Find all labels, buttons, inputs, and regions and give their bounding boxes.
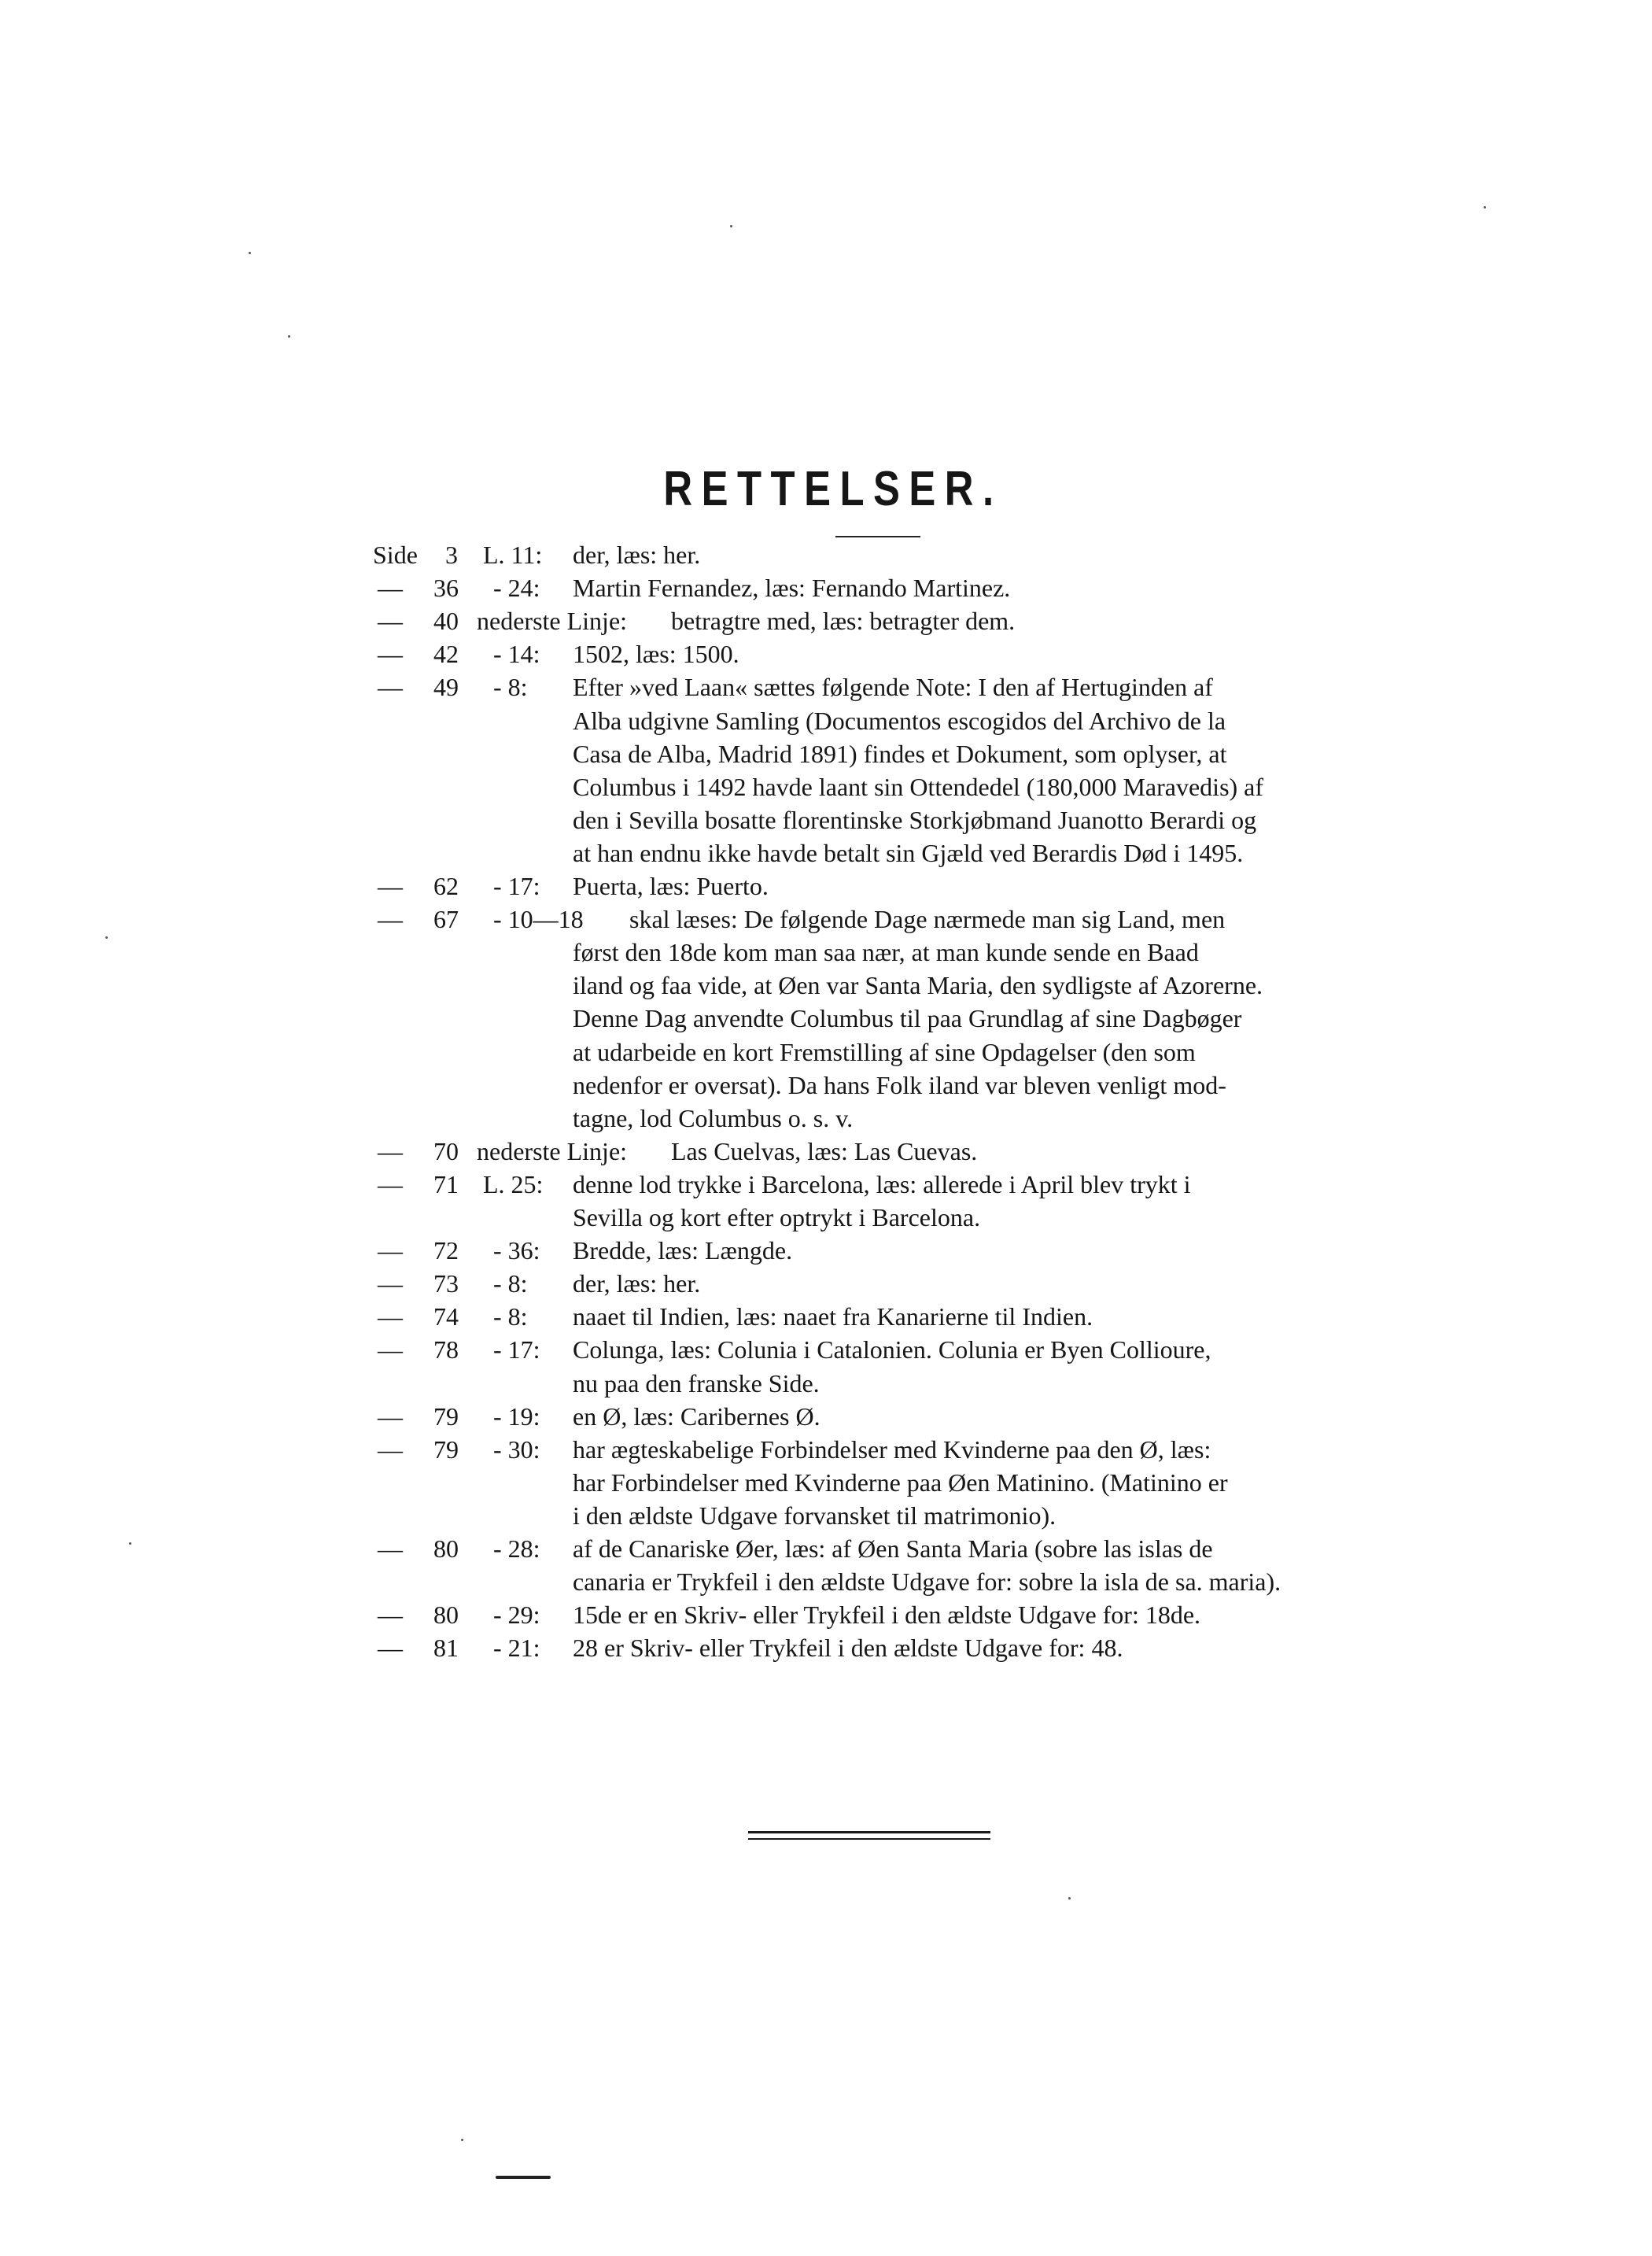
paper-speck xyxy=(105,936,108,939)
correction-text: denne lod trykke i Barcelona, læs: allerede i April blev trykt i xyxy=(573,1169,1191,1198)
correction-continuation: først den 18de kom man saa nær, at man kunde sende en Baad xyxy=(573,938,1199,967)
page-number: 74 xyxy=(433,1302,459,1331)
paper-speck xyxy=(730,225,732,227)
page-number: 73 xyxy=(433,1269,459,1298)
entry-prefix: — xyxy=(378,1136,403,1165)
page-number: 42 xyxy=(433,640,459,669)
entry-prefix: — xyxy=(378,1401,403,1431)
page-number: 70 xyxy=(433,1136,459,1165)
correction-text: Bredde, læs: Længde. xyxy=(573,1236,793,1265)
correction-text: en Ø, læs: Caribernes Ø. xyxy=(573,1401,820,1431)
line-reference: L. 11: xyxy=(483,541,543,569)
entry-prefix: — xyxy=(378,872,403,900)
correction-text: har ægteskabelige Forbindelser med Kvinderne paa den Ø, læs: xyxy=(573,1434,1211,1464)
page-number: 49 xyxy=(433,673,459,702)
page-number: 72 xyxy=(433,1236,459,1265)
entry-prefix: — xyxy=(378,574,403,603)
line-reference: - 19: xyxy=(493,1401,540,1431)
line-reference: - 17: xyxy=(493,872,540,900)
paper-speck xyxy=(288,335,290,338)
line-reference: - 8: xyxy=(493,1269,528,1298)
paper-speck xyxy=(129,1542,131,1545)
entry-prefix: — xyxy=(378,1534,403,1563)
entry-prefix: — xyxy=(378,607,403,636)
line-reference: - 8: xyxy=(493,673,528,702)
end-rule xyxy=(748,1831,990,1833)
line-reference: - 10—18 xyxy=(493,905,584,934)
correction-text: af de Canariske Øer, læs: af Øen Santa Maria (sobre las islas de xyxy=(573,1534,1213,1563)
correction-text: Las Cuelvas, læs: Las Cuevas. xyxy=(671,1136,978,1165)
correction-continuation: Sevilla og kort efter optrykt i Barcelona. xyxy=(573,1203,981,1231)
line-reference: - 17: xyxy=(493,1335,540,1364)
entry-prefix: — xyxy=(378,1434,403,1464)
line-reference: - 8: xyxy=(493,1302,528,1331)
correction-text: der, læs: her. xyxy=(573,1269,701,1298)
line-reference: - 21: xyxy=(493,1634,540,1663)
line-reference: nederste Linje: xyxy=(477,607,628,636)
correction-text: betragtre med, læs: betragter dem. xyxy=(671,607,1016,636)
page-number: 80 xyxy=(433,1601,459,1630)
line-reference: - 28: xyxy=(493,1534,540,1563)
page-number: 78 xyxy=(433,1335,459,1364)
correction-continuation: Alba udgivne Samling (Documentos escogidos del Archivo de la xyxy=(573,706,1226,735)
entry-prefix: — xyxy=(378,1236,403,1265)
correction-text: 1502, læs: 1500. xyxy=(573,640,739,669)
correction-text: Efter »ved Laan« sættes følgende Note: I den af Hertuginden af xyxy=(573,673,1213,702)
correction-text: der, læs: her. xyxy=(573,541,701,569)
page-title: RETTELSER. xyxy=(663,462,1003,516)
entry-prefix: — xyxy=(378,1302,403,1331)
line-reference: - 24: xyxy=(493,574,540,603)
entry-prefix: — xyxy=(378,1601,403,1630)
entry-prefix: — xyxy=(378,1634,403,1663)
page-number: 71 xyxy=(433,1169,459,1198)
line-reference: - 30: xyxy=(493,1434,540,1464)
correction-continuation: Casa de Alba, Madrid 1891) findes et Dokument, som oplyser, at xyxy=(573,739,1227,768)
correction-continuation: canaria er Trykfeil i den ældste Udgave for: sobre la isla de sa. maria). xyxy=(573,1567,1281,1597)
correction-text: Martin Fernandez, læs: Fernando Martinez. xyxy=(573,574,1011,603)
entry-prefix: — xyxy=(378,640,403,669)
paper-speck xyxy=(249,252,251,254)
entry-prefix: Side xyxy=(373,541,418,569)
correction-continuation: iland og faa vide, at Øen var Santa Maria, den sydligste af Azorerne. xyxy=(573,971,1263,1000)
end-rule xyxy=(748,1838,990,1840)
paper-speck xyxy=(1484,206,1486,209)
entry-prefix: — xyxy=(378,1169,403,1198)
correction-continuation: den i Sevilla bosatte florentinske Storkjøbmand Juanotto Berardi og xyxy=(573,805,1257,834)
page-number: 3 xyxy=(445,541,458,569)
correction-text: Puerta, læs: Puerto. xyxy=(573,872,769,900)
correction-continuation: har Forbindelser med Kvinderne paa Øen Matinino. (Matinino er xyxy=(573,1468,1228,1497)
page-number: 79 xyxy=(433,1434,459,1464)
line-reference: nederste Linje: xyxy=(477,1136,628,1165)
entry-prefix: — xyxy=(378,1335,403,1364)
page-number: 80 xyxy=(433,1534,459,1563)
correction-continuation: nu paa den franske Side. xyxy=(573,1368,820,1398)
correction-text: naaet til Indien, læs: naaet fra Kanarierne til Indien. xyxy=(573,1302,1093,1331)
correction-continuation: at han endnu ikke havde betalt sin Gjæld ved Berardis Død i 1495. xyxy=(573,838,1244,867)
line-reference: L. 25: xyxy=(483,1169,544,1198)
correction-text: 28 er Skriv- eller Trykfeil i den ældste Udgave for: 48. xyxy=(573,1634,1123,1663)
entry-prefix: — xyxy=(378,1269,403,1298)
line-reference: - 14: xyxy=(493,640,540,669)
paper-speck xyxy=(461,2139,463,2141)
entry-prefix: — xyxy=(378,905,403,934)
page-number: 40 xyxy=(433,607,459,636)
line-reference: - 29: xyxy=(493,1601,540,1630)
correction-continuation: Denne Dag anvendte Columbus til paa Grundlag af sine Dagbøger xyxy=(573,1004,1242,1033)
correction-text: 15de er en Skriv- eller Trykfeil i den ældste Udgave for: 18de. xyxy=(573,1601,1201,1630)
correction-continuation: at udarbeide en kort Fremstilling af sine Opdagelser (den som xyxy=(573,1037,1196,1066)
page-number: 62 xyxy=(433,872,459,900)
correction-continuation: Columbus i 1492 havde laant sin Ottendedel (180,000 Maravedis) af xyxy=(573,772,1264,801)
page-number: 79 xyxy=(433,1401,459,1431)
paper-speck xyxy=(1068,1897,1071,1900)
ink-mark xyxy=(496,2176,551,2179)
correction-continuation: nedenfor er oversat). Da hans Folk iland var bleven venligt mod- xyxy=(573,1070,1226,1099)
correction-continuation: tagne, lod Columbus o. s. v. xyxy=(573,1103,854,1132)
entry-prefix: — xyxy=(378,673,403,702)
correction-text: skal læses: De følgende Dage nærmede man sig Land, men xyxy=(629,905,1226,934)
page-number: 36 xyxy=(433,574,459,603)
correction-continuation: i den ældste Udgave forvansket til matrimonio). xyxy=(573,1501,1056,1530)
title-rule xyxy=(835,536,920,537)
correction-text: Colunga, læs: Colunia i Catalonien. Colunia er Byen Collioure, xyxy=(573,1335,1211,1364)
page-number: 67 xyxy=(433,905,459,934)
line-reference: - 36: xyxy=(493,1236,540,1265)
page-number: 81 xyxy=(433,1634,459,1663)
